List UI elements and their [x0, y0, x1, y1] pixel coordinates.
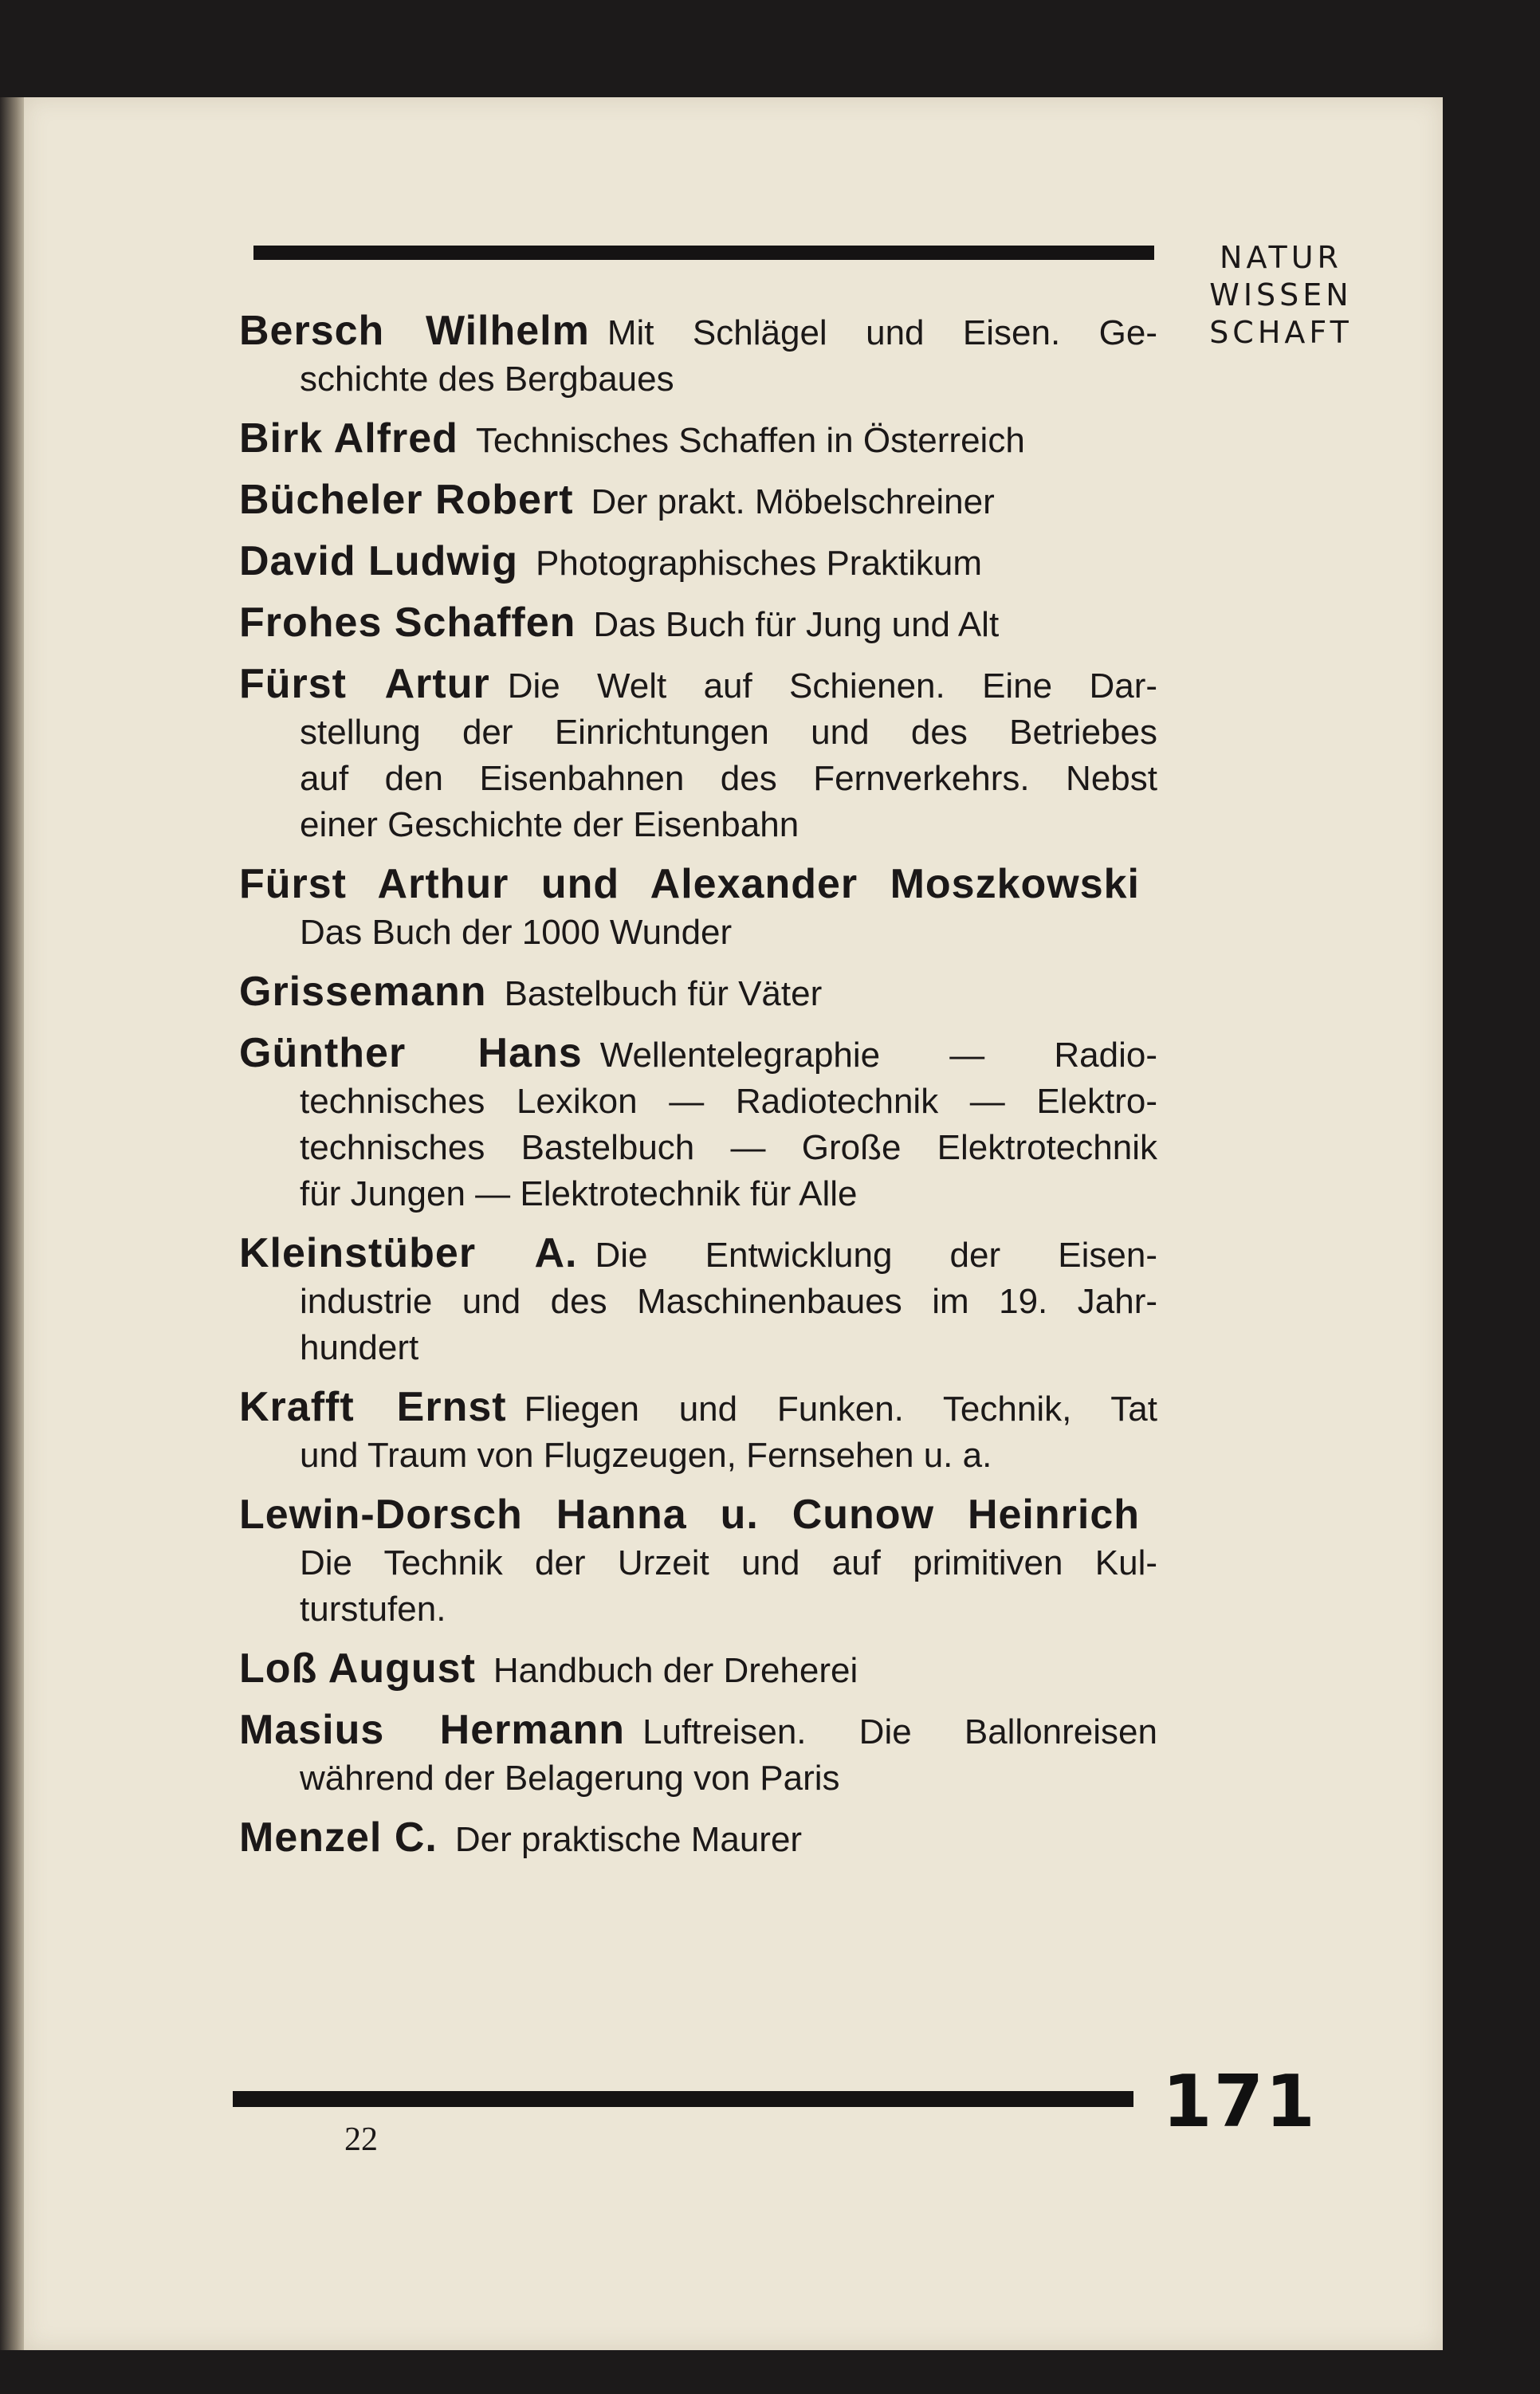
entry-first-line: [239, 538, 1157, 587]
entry-continuation-line: technisches Lexikon — Radiotechnik — Elektro-: [300, 1082, 1157, 1121]
entry-first-line: [239, 415, 1157, 464]
bibliography-entry: [239, 969, 1157, 1017]
folio-number: 22: [344, 2121, 378, 2158]
entry-continuation-line: hundert: [300, 1328, 419, 1367]
entry-first-line: [239, 599, 1157, 648]
entry-continuation-line: einer Geschichte der Eisenbahn: [300, 805, 799, 844]
entry-author: Lewin-Dorsch Hanna u. Cunow Heinrich: [239, 1492, 1140, 1538]
entry-first-line: [239, 1707, 1157, 1755]
entry-author: Birk Alfred: [239, 415, 458, 462]
entry-title: Die Welt auf Schienen. Eine Dar-: [507, 666, 1157, 706]
entry-continuation-line: für Jungen — Elektrotechnik für Alle: [300, 1174, 858, 1213]
entry-continuation-line: technisches Bastelbuch — Große Elektrotechnik: [300, 1128, 1157, 1167]
entry-title: Fliegen und Funken. Technik, Tat: [524, 1390, 1158, 1429]
entry-continuation-line: auf den Eisenbahnen des Fernverkehrs. Nebst: [300, 759, 1157, 798]
entry-continuation-line: und Traum von Flugzeugen, Fernsehen u. a.: [300, 1436, 992, 1475]
entry-title: Technisches Schaffen in Österreich: [475, 421, 1025, 460]
entry-author: Günther Hans: [239, 1030, 583, 1076]
bibliography-entry: [239, 1707, 1157, 1802]
entry-title: Photographisches Praktikum: [536, 544, 983, 583]
entry-author: Fürst Artur: [239, 661, 490, 707]
page-number: 171: [1162, 2060, 1317, 2144]
entry-author: Fürst Arthur und Alexander Moszkowski: [239, 861, 1140, 907]
entry-first-line: [239, 1814, 1157, 1863]
entry-author: Kleinstüber A.: [239, 1230, 578, 1276]
bibliography-entry: [239, 415, 1157, 464]
entry-title: Mit Schlägel und Eisen. Ge-: [607, 313, 1157, 352]
entry-continuation-line: Die Technik der Urzeit und auf primitiven Kul-: [300, 1543, 1157, 1582]
bibliography-entry: [239, 861, 1157, 956]
bibliography-entry: [239, 1230, 1157, 1371]
entry-title: Bastelbuch für Väter: [504, 974, 823, 1013]
entry-continuation-line: turstufen.: [300, 1590, 446, 1629]
bottom-rule: [233, 2091, 1133, 2107]
entry-author: Krafft Ernst: [239, 1384, 507, 1430]
entry-first-line: [239, 1492, 1157, 1540]
entry-title: Handbuch der Dreherei: [493, 1651, 858, 1690]
entry-title: Der prakt. Möbelschreiner: [591, 482, 995, 521]
section-line: SCHAFT: [1209, 315, 1353, 350]
bibliography-entry: [239, 1030, 1157, 1217]
entry-author: David Ludwig: [239, 538, 518, 584]
entry-author: Bersch Wilhelm: [239, 308, 590, 354]
entry-author: Frohes Schaffen: [239, 599, 576, 646]
top-rule: [253, 246, 1154, 260]
bibliography-entry: [239, 1384, 1157, 1479]
entry-first-line: [239, 969, 1157, 1017]
entry-first-line: [239, 1384, 1157, 1433]
entry-author: Masius Hermann: [239, 1707, 626, 1753]
entry-title: Die Entwicklung der Eisen-: [595, 1236, 1157, 1275]
entry-title: Luftreisen. Die Ballonreisen: [642, 1712, 1157, 1751]
section-heading: [1183, 239, 1379, 352]
bibliography-entry: [239, 538, 1157, 587]
entry-author: Loß August: [239, 1645, 476, 1692]
entry-continuation-line: industrie und des Maschinenbaues im 19. Jahr-: [300, 1282, 1157, 1321]
entry-first-line: [239, 661, 1157, 710]
entry-first-line: [239, 1645, 1157, 1694]
entry-first-line: [239, 477, 1157, 525]
entry-author: Grissemann: [239, 969, 487, 1015]
bibliography-entry: [239, 1814, 1157, 1863]
bibliography-list: [239, 308, 1157, 1876]
entry-continuation-line: stellung der Einrichtungen und des Betriebes: [300, 713, 1157, 752]
entry-continuation-line: schichte des Bergbaues: [300, 360, 674, 399]
entry-continuation-line: während der Belagerung von Paris: [300, 1759, 840, 1798]
bibliography-entry: [239, 1492, 1157, 1633]
section-line: WISSEN: [1209, 277, 1353, 313]
entry-title: Wellentelegraphie — Radio-: [599, 1036, 1157, 1075]
section-line: NATUR: [1220, 240, 1342, 275]
bibliography-entry: [239, 661, 1157, 848]
entry-first-line: [239, 1230, 1157, 1279]
bibliography-entry: [239, 1645, 1157, 1694]
entry-author: Bücheler Robert: [239, 477, 574, 523]
bibliography-entry: [239, 477, 1157, 525]
entry-first-line: [239, 861, 1157, 910]
entry-first-line: [239, 1030, 1157, 1079]
entry-continuation-line: Das Buch der 1000 Wunder: [300, 913, 733, 952]
entry-title: Das Buch für Jung und Alt: [593, 605, 1000, 644]
entry-author: Menzel C.: [239, 1814, 438, 1861]
bibliography-entry: [239, 599, 1157, 648]
book-spine: [0, 97, 27, 2350]
entry-title: Der praktische Maurer: [454, 1820, 803, 1859]
entry-first-line: [239, 308, 1157, 356]
bibliography-entry: [239, 308, 1157, 403]
